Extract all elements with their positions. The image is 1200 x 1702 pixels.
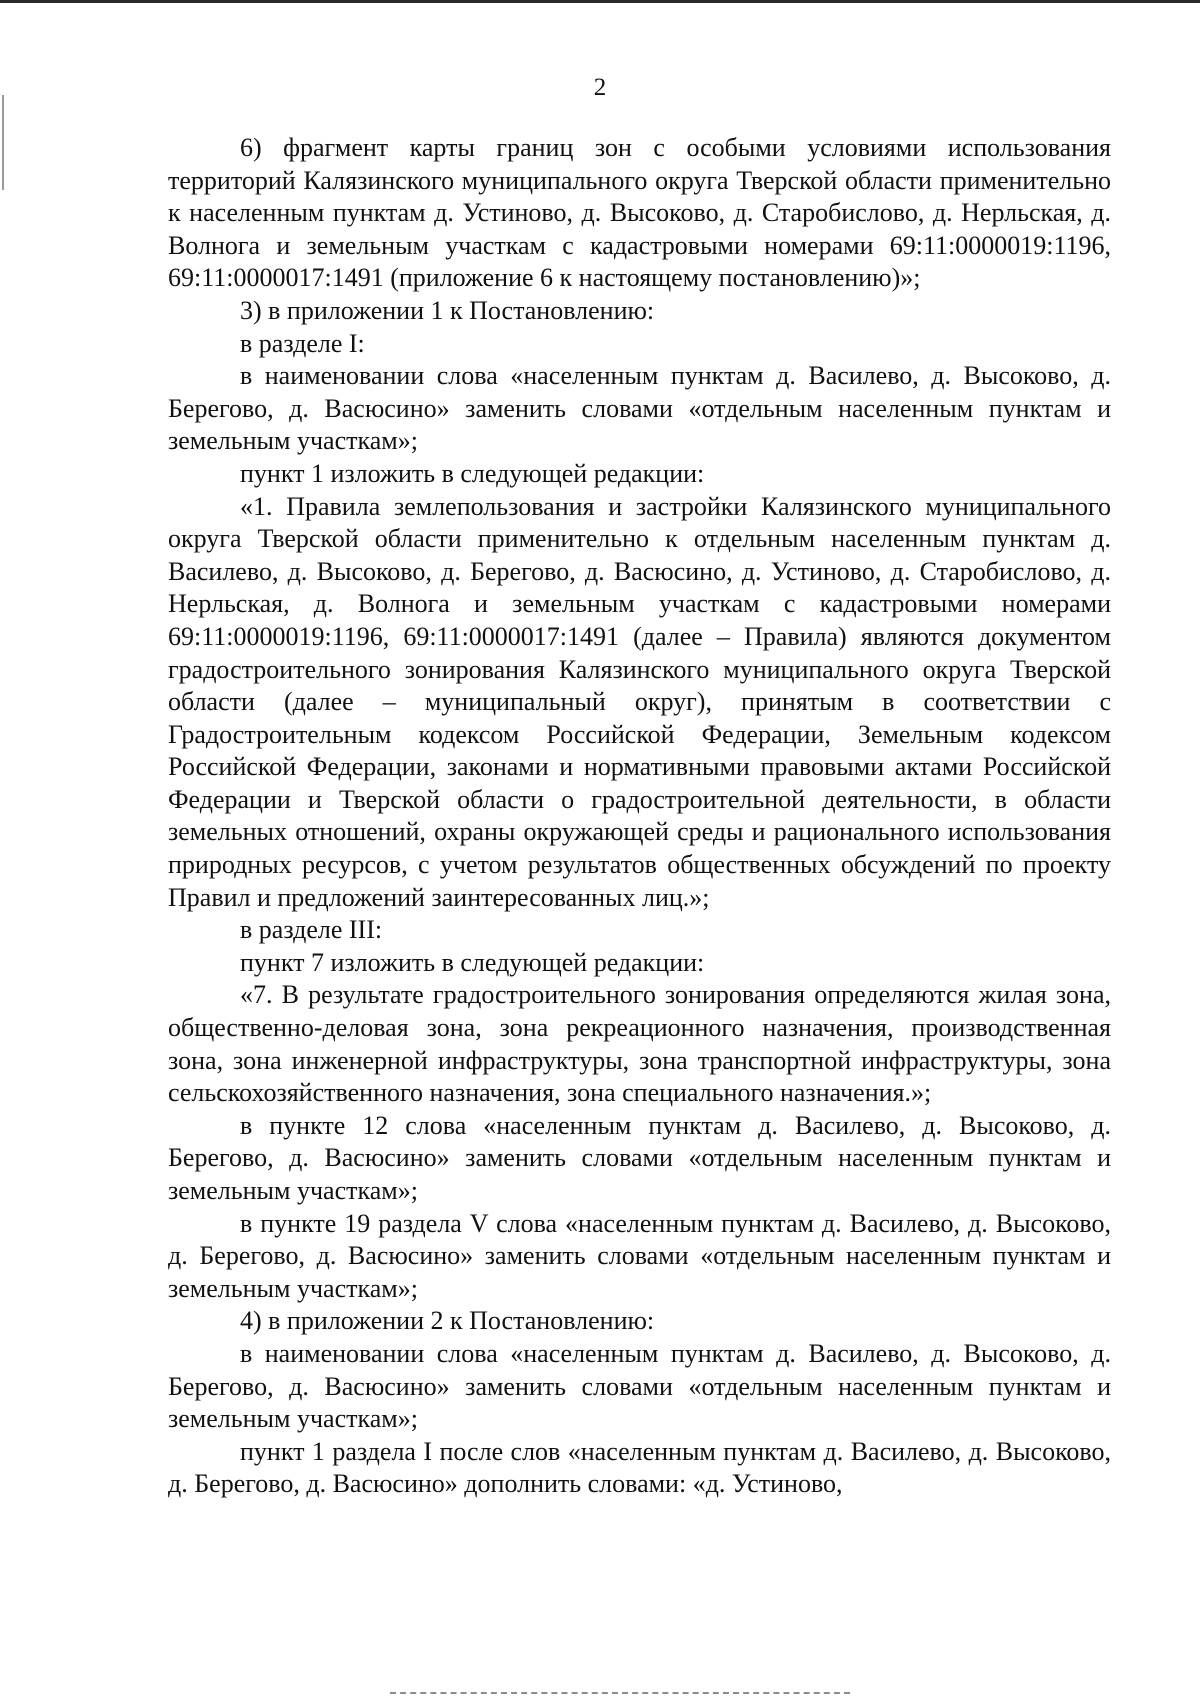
paragraph: в наименовании слова «населенным пунктам д. Василево, д. Высоково, д. Берегово, д. Васюсино» заменить словами «отдельным населенным пунктам и земельным участкам»; (168, 1338, 1111, 1434)
paragraph: «1. Правила землепользования и застройки Калязинского муниципального округа Тверской области применительно к отдельным населенным пунктам д. Василево, д. Высоково, д. Берегово, д. Васюсино, д. Устиново, д. Старобислово, д. Нерльская, д. Волнога и земельным участкам с кадастровыми номерами 69:11:0000019:1196, 69:11:0000017:1491 (далее – Правила) являются документом градостроительного зонирования Калязинского муниципального округа Тверской области (далее – муниципальный округ), принятым в соответствии с Градостроительным кодексом Российской Федерации, Земельным кодексом Российской Федерации, законами и нормативными правовыми актами Российской Федерации и Тверской области о градостроительной деятельности, в области земельных отношений, охраны окружающей среды и рационального использования природных ресурсов, с учетом результатов общественных обсуждений по проекту Правил и предложений заинтересованных лиц.»; (168, 491, 1111, 912)
paragraph: в разделе III: (240, 915, 383, 945)
paragraph: «7. В результате градостроительного зонирования определяются жилая зона, общественно-деловая зона, зона рекреационного назначения, производственная зона, зона инженерной инфраструктуры, зона транспортной инфраструктуры, зона сельскохозяйственного назначения, зона специального назначения.»; (168, 980, 1111, 1108)
page-number: 2 (593, 74, 607, 101)
top-border-line (0, 0, 1200, 3)
paragraph: 4) в приложении 2 к Постановлению: (240, 1306, 655, 1336)
paragraph: в пункте 12 слова «населенным пунктам д. Василево, д. Высоково, д. Берегово, д. Васюсино» заменить словами «отдельным населенным пунктам и земельным участкам»; (168, 1110, 1111, 1205)
paragraph: 6) фрагмент карты границ зон с особыми условиями использования территорий Калязинского муниципального округа Тверской области применительно к населенным пунктам д. Устиново, д. Высоково, д. Старобислово, д. Нерльская, д. Волнога и земельным участкам с кадастровыми номерами 69:11:0000019:1196, 69:11:0000017:1491 (приложение 6 к настоящему постановлению)»; (168, 133, 1111, 293)
paragraph: пункт 1 изложить в следующей редакции: (240, 458, 705, 488)
paragraph: пункт 1 раздела I после слов «населенным пунктам д. Василево, д. Высоково, д. Берегово, д. Васюсино» дополнить словами: «д. Устиново, (168, 1436, 1111, 1499)
paragraph: пункт 7 изложить в следующей редакции: (240, 947, 705, 977)
document-body (168, 132, 1111, 1501)
paragraph: 3) в приложении 1 к Постановлению: (240, 295, 655, 325)
paragraph: в наименовании слова «населенным пунктам д. Василево, д. Высоково, д. Берегово, д. Васюсино» заменить словами «отдельным населенным пунктам и земельным участкам»; (168, 361, 1111, 456)
scan-bottom-marks (390, 1692, 850, 1696)
paragraph: в пункте 19 раздела V слова «населенным пунктам д. Василево, д. Высоково, д. Берегово, д. Васюсино» заменить словами «отдельным населенным пунктам и земельным участкам»; (168, 1208, 1111, 1303)
paragraph: в разделе I: (240, 328, 365, 358)
scan-edge-mark (2, 95, 4, 190)
